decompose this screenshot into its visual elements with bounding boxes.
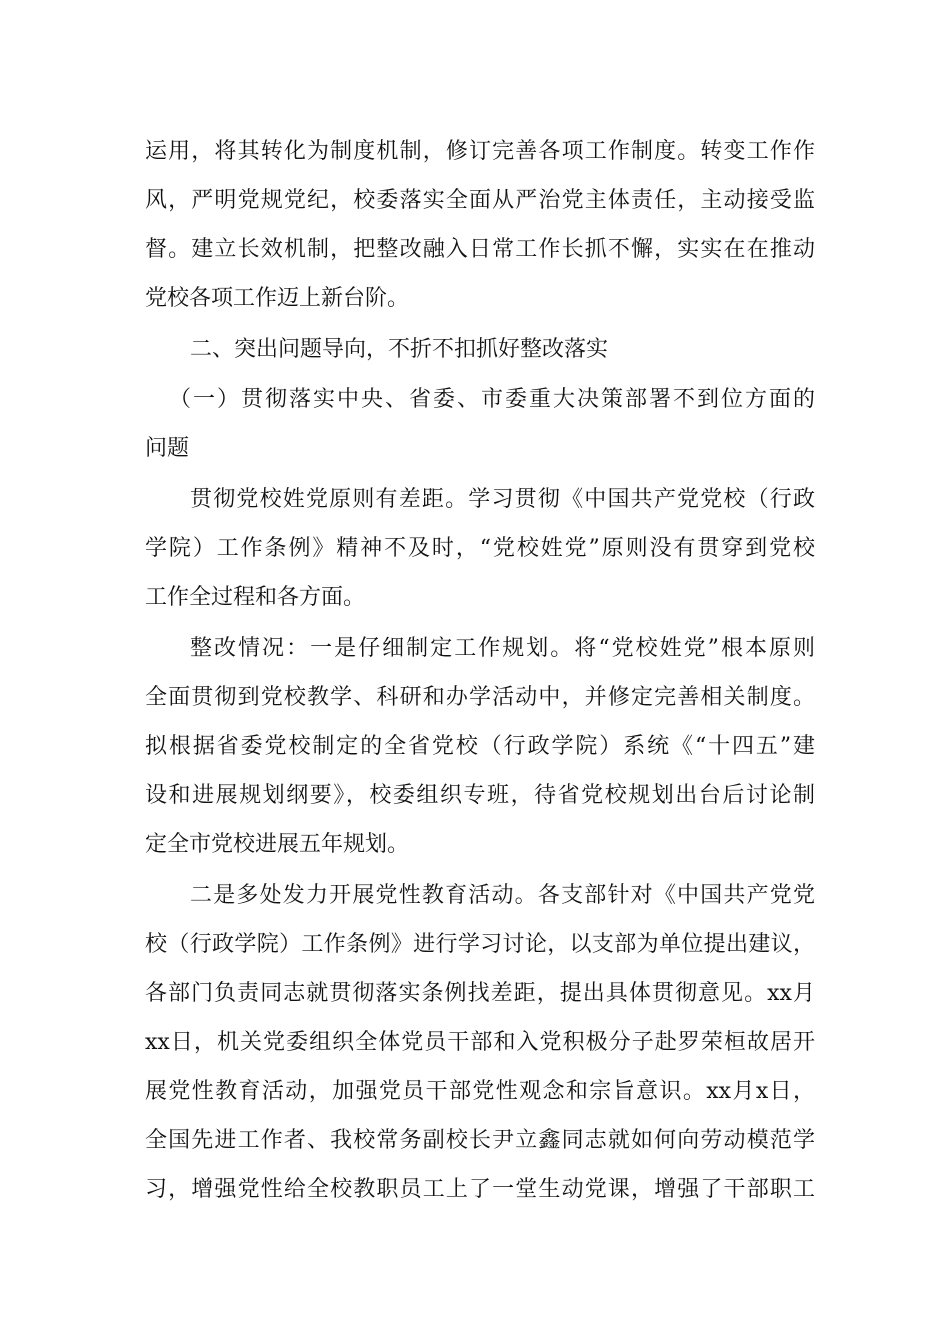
subsection-heading-continued: 问题 <box>145 436 190 461</box>
text-line: 风，严明党规党纪，校委落实全面从严治党主体责任，主动接受监 <box>145 188 815 213</box>
text-line: 督。建立长效机制，把整改融入日常工作长抓不懈，实实在在推动 <box>145 237 815 262</box>
text-line: 展党性教育活动，加强党员干部党性观念和宗旨意识。xx月x日， <box>145 1079 815 1104</box>
text-line: 全面贯彻到党校教学、科研和办学活动中，并修定完善相关制度。 <box>145 685 815 710</box>
section-heading: 二、突出问题导向，不折不扣抓好整改落实 <box>190 337 609 362</box>
text-line: 运用，将其转化为制度机制，修订完善各项工作制度。转变工作作 <box>145 139 815 164</box>
text-line: 各部门负责同志就贯彻落实条例找差距，提出具体贯彻意见。xx月 <box>145 981 815 1006</box>
text-line: 校（行政学院）工作条例》进行学习讨论，以支部为单位提出建议， <box>145 932 815 957</box>
text-line: 二是多处发力开展党性教育活动。各支部针对《中国共产党党 <box>190 883 815 908</box>
text-line: 设和进展规划纲要》，校委组织专班，待省党校规划出台后讨论制 <box>145 783 815 808</box>
text-line: 定全市党校进展五年规划。 <box>145 832 410 857</box>
subsection-heading: （一）贯彻落实中央、省委、市委重大决策部署不到位方面的 <box>169 387 815 412</box>
text-line: 全国先进工作者、我校常务副校长尹立鑫同志就如何向劳动模范学 <box>145 1128 815 1153</box>
text-line: xx日，机关党委组织全体党员干部和入党积极分子赴罗荣桓故居开 <box>145 1030 815 1055</box>
text-line: 贯彻党校姓党原则有差距。学习贯彻《中国共产党党校（行政 <box>190 487 815 512</box>
text-line: 党校各项工作迈上新台阶。 <box>145 286 410 311</box>
text-line: 工作全过程和各方面。 <box>145 585 366 610</box>
text-line: 习，增强党性给全校教职员工上了一堂生动党课，增强了干部职工 <box>145 1177 815 1202</box>
text-line: 拟根据省委党校制定的全省党校（行政学院）系统《“十四五”建 <box>145 734 815 759</box>
text-line: 学院）工作条例》精神不及时，“党校姓党”原则没有贯穿到党校 <box>145 536 815 561</box>
text-line: 整改情况：一是仔细制定工作规划。将“党校姓党”根本原则 <box>190 636 815 661</box>
